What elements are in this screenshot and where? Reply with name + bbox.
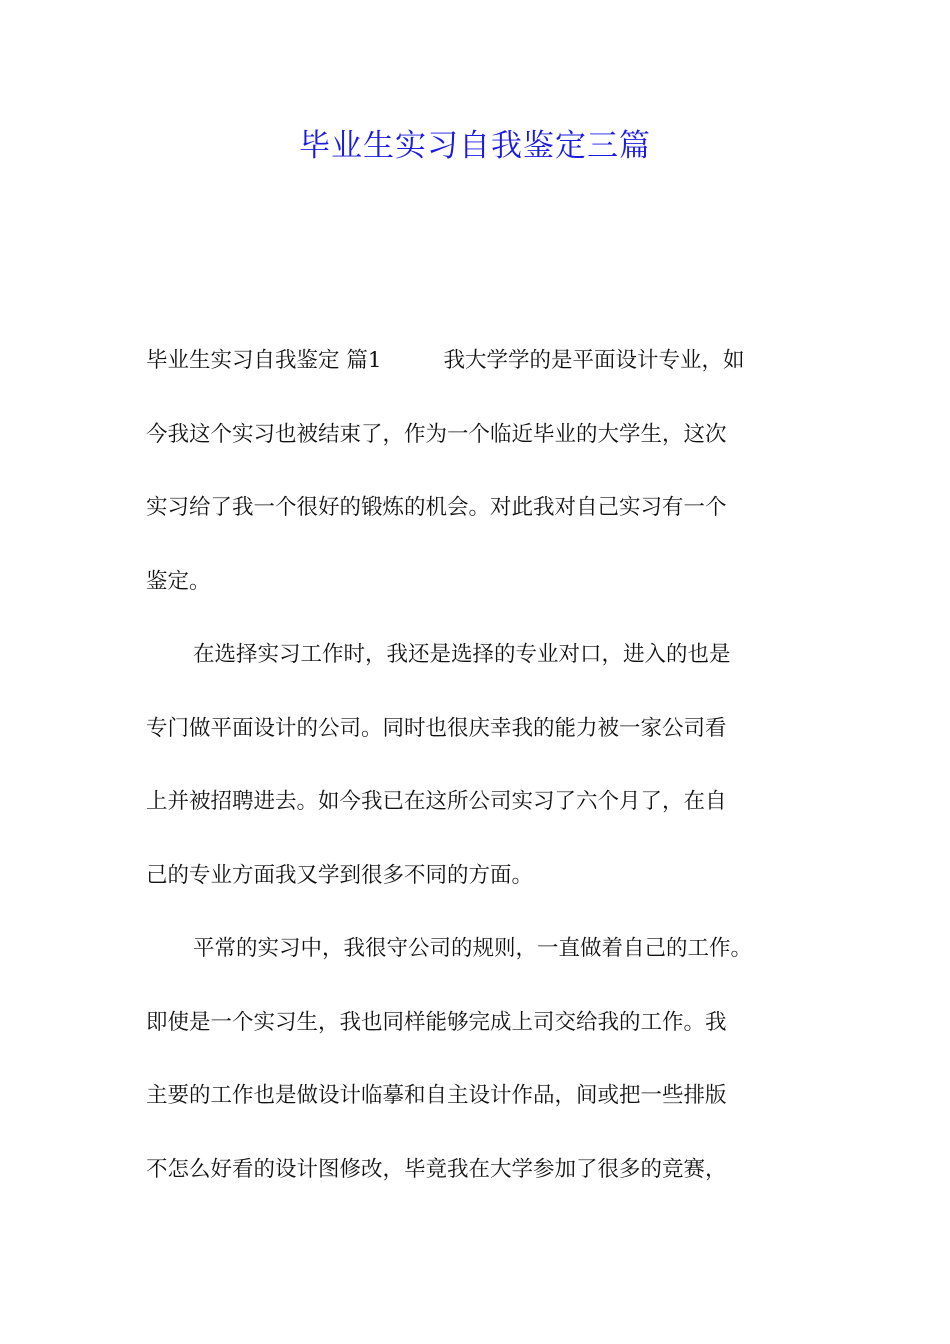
paragraph-line: 实习给了我一个很好的锻炼的机会。对此我对自己实习有一个 <box>146 495 727 520</box>
paragraph-line: 即使是一个实习生，我也同样能够完成上司交给我的工作。我 <box>146 1009 727 1035</box>
document-title: 毕业生实习自我鉴定三篇 <box>299 128 651 164</box>
paragraph-line: 己的专业方面我又学到很多不同的方面。 <box>146 862 534 888</box>
section-heading: 毕业生实习自我鉴定 篇1 <box>146 348 382 373</box>
document-body <box>146 341 836 1223</box>
paragraph-line: 今我这个实习也被结束了，作为一个临近毕业的大学生，这次 <box>146 421 727 447</box>
paragraph-line: 在选择实习工作时，我还是选择的专业对口，进入的也是 <box>193 642 731 667</box>
paragraph-line: 主要的工作也是做设计临摹和自主设计作品，间或把一些排版 <box>146 1083 727 1108</box>
paragraph-line: 鉴定。 <box>146 568 211 594</box>
paragraph-line: 上并被招聘进去。如今我已在这所公司实习了六个月了，在自 <box>146 789 727 814</box>
paragraph-line: 平常的实习中，我很守公司的规则，一直做着自己的工作。 <box>193 936 753 961</box>
paragraph-line <box>146 341 836 381</box>
paragraph-text: 我大学学的是平面设计专业，如 <box>443 348 745 373</box>
paragraph-line: 专门做平面设计的公司。同时也很庆幸我的能力被一家公司看 <box>146 715 727 741</box>
paragraph-line: 不怎么好看的设计图修改，毕竟我在大学参加了很多的竞赛， <box>146 1156 727 1182</box>
